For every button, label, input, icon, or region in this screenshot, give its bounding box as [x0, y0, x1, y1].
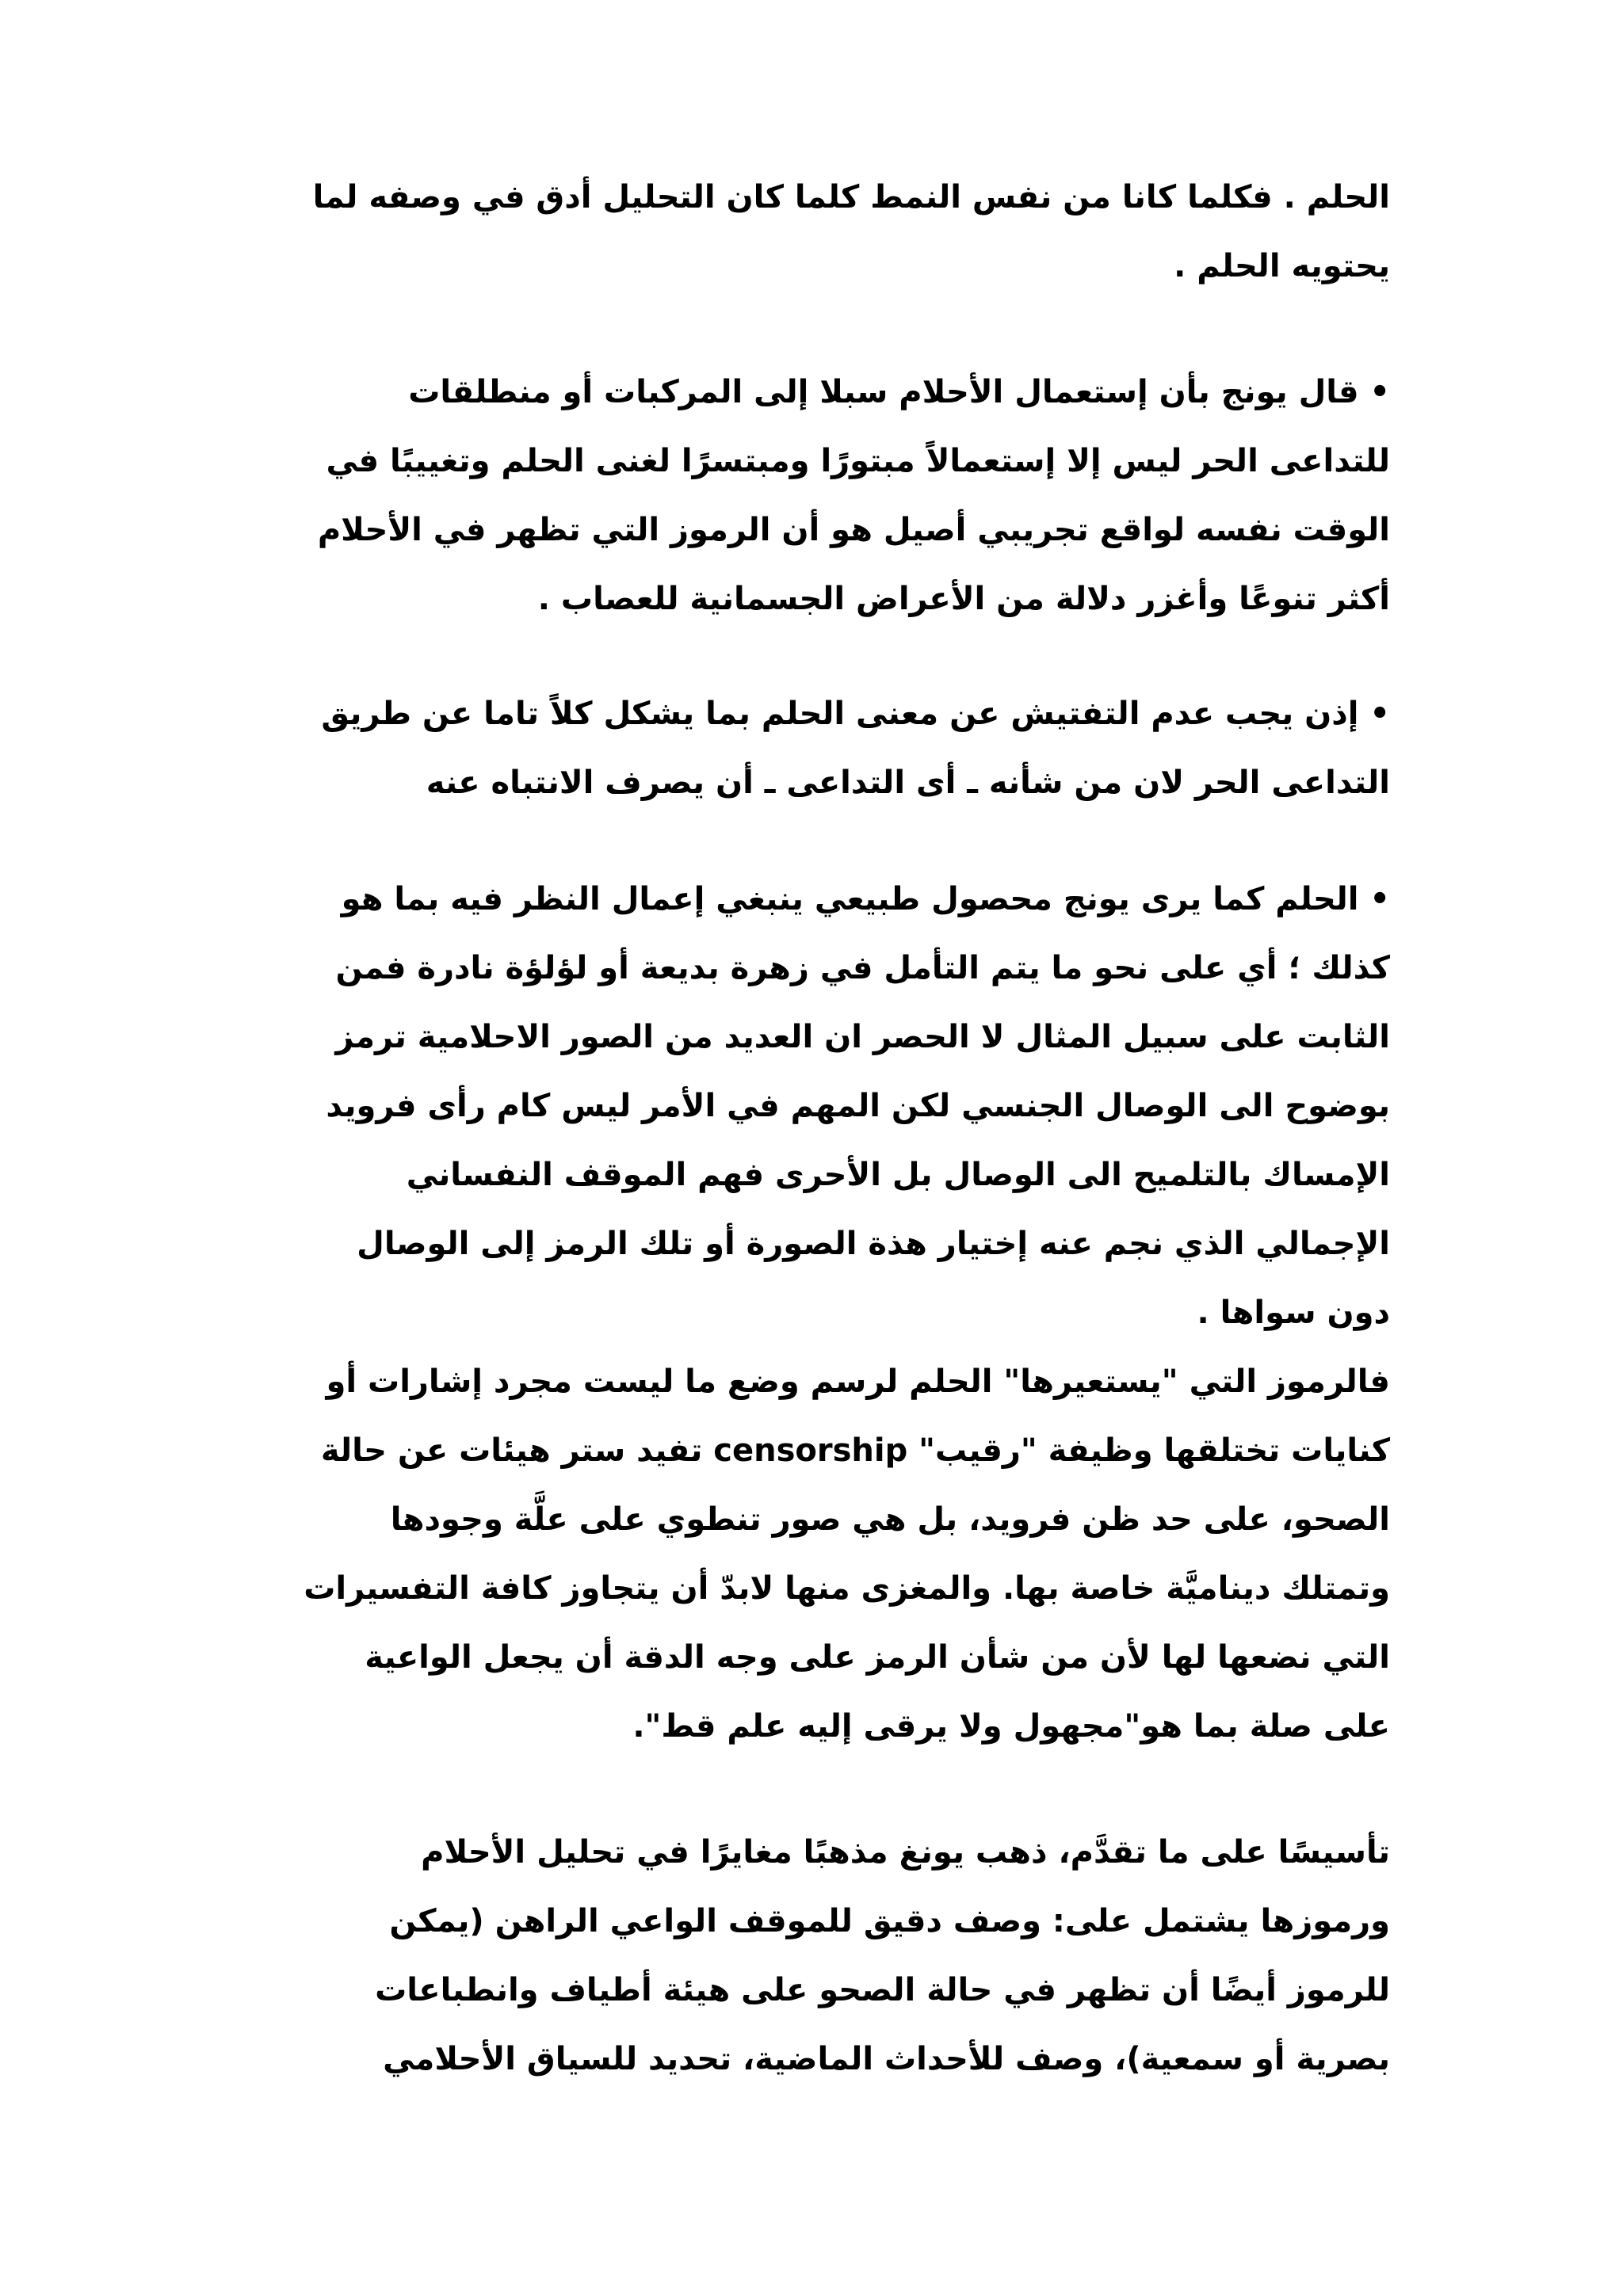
- paragraph-3: [233, 680, 1390, 818]
- text-line: • الحلم كما يرى يونج محصول طبيعي ينبغي إعمال النظر فيه بما هو: [341, 881, 1390, 917]
- text-line: فالرموز التي "يستعيرها" الحلم لرسم وضع ما ليست مجرد إشارات أو: [326, 1363, 1390, 1400]
- text-line: ورموزها يشتمل على: وصف دقيق للموقف الواعي الراهن (يمكن: [389, 1903, 1390, 1939]
- text-line: بصرية أو سمعية)، وصف للأحداث الماضية، تحديد للسياق الأحلامي: [383, 2041, 1390, 2077]
- text-line: الإجمالي الذي نجم عنه إختيار هذة الصورة أو تلك الرمز إلى الوصال: [357, 1226, 1390, 1262]
- text-line: أكثر تنوعًا وأغزر دلالة من الأعراض الجسمانية للعصاب .: [537, 581, 1390, 617]
- text-line: تأسيسًا على ما تقدَّم، ذهب يونغ مذهبًا مغايرًا في تحليل الأحلام: [421, 1834, 1390, 1871]
- text-line: التداعى الحر لان من شأنه ـ أى التداعى ـ أن يصرف الانتباه عنه: [426, 765, 1390, 801]
- text-line: • إذن يجب عدم التفتيش عن معنى الحلم بما يشكل كلاً تاما عن طريق: [321, 696, 1390, 732]
- text-line: الثابت على سبيل المثال لا الحصر ان العديد من الصور الاحلامية ترمز: [335, 1019, 1390, 1055]
- text-line: الصحو، على حد ظن فرويد، بل هي صور تنطوي على علَّة وجودها: [390, 1501, 1390, 1538]
- text-line: الإمساك بالتلميح الى الوصال بل الأحرى فهم الموقف النفساني: [406, 1157, 1390, 1193]
- text-line: الحلم . فكلما كانا من نفس النمط كلما كان التحليل أدق في وصفه لما: [312, 179, 1390, 215]
- paragraph-5: [233, 1818, 1390, 2094]
- text-line: بوضوح الى الوصال الجنسي لكن المهم في الأمر ليس كام رأى فرويد: [326, 1088, 1390, 1124]
- paragraph-4: [233, 865, 1390, 1761]
- text-line: للرموز أيضًا أن تظهر في حالة الصحو على هيئة أطياف وانطباعات: [375, 1972, 1390, 2008]
- text-line: دون سواها .: [1197, 1295, 1390, 1331]
- text-line: التي نضعها لها لأن من شأن الرمز على وجه الدقة أن يجعل الواعية: [365, 1639, 1390, 1676]
- text-line: على صلة بما هو"مجهول ولا يرقى إليه علم قط".: [632, 1708, 1390, 1745]
- text-line: • قال يونج بأن إستعمال الأحلام سبلا إلى المركبات أو منطلقات: [408, 374, 1390, 410]
- paragraph-1: [233, 163, 1390, 301]
- text-line: للتداعى الحر ليس إلا إستعمالاً مبتورًا ومبتسرًا لغنى الحلم وتغييبًا في: [326, 443, 1390, 479]
- text-line: كنايات تختلقها وظيفة "رقيب" censorship تفيد ستر هيئات عن حالة: [320, 1432, 1390, 1469]
- text-line: الوقت نفسه لواقع تجريبي أصيل هو أن الرموز التي تظهر في الأحلام: [317, 512, 1390, 548]
- text-line: كذلك ؛ أي على نحو ما يتم التأمل في زهرة بديعة أو لؤلؤة نادرة فمن: [335, 950, 1390, 986]
- text-line: يحتويه الحلم .: [1174, 248, 1390, 284]
- text-line: وتمتلك ديناميَّة خاصة بها. والمغزى منها لابدّ أن يتجاوز كافة التفسيرات: [304, 1570, 1390, 1607]
- paragraph-2: [233, 358, 1390, 634]
